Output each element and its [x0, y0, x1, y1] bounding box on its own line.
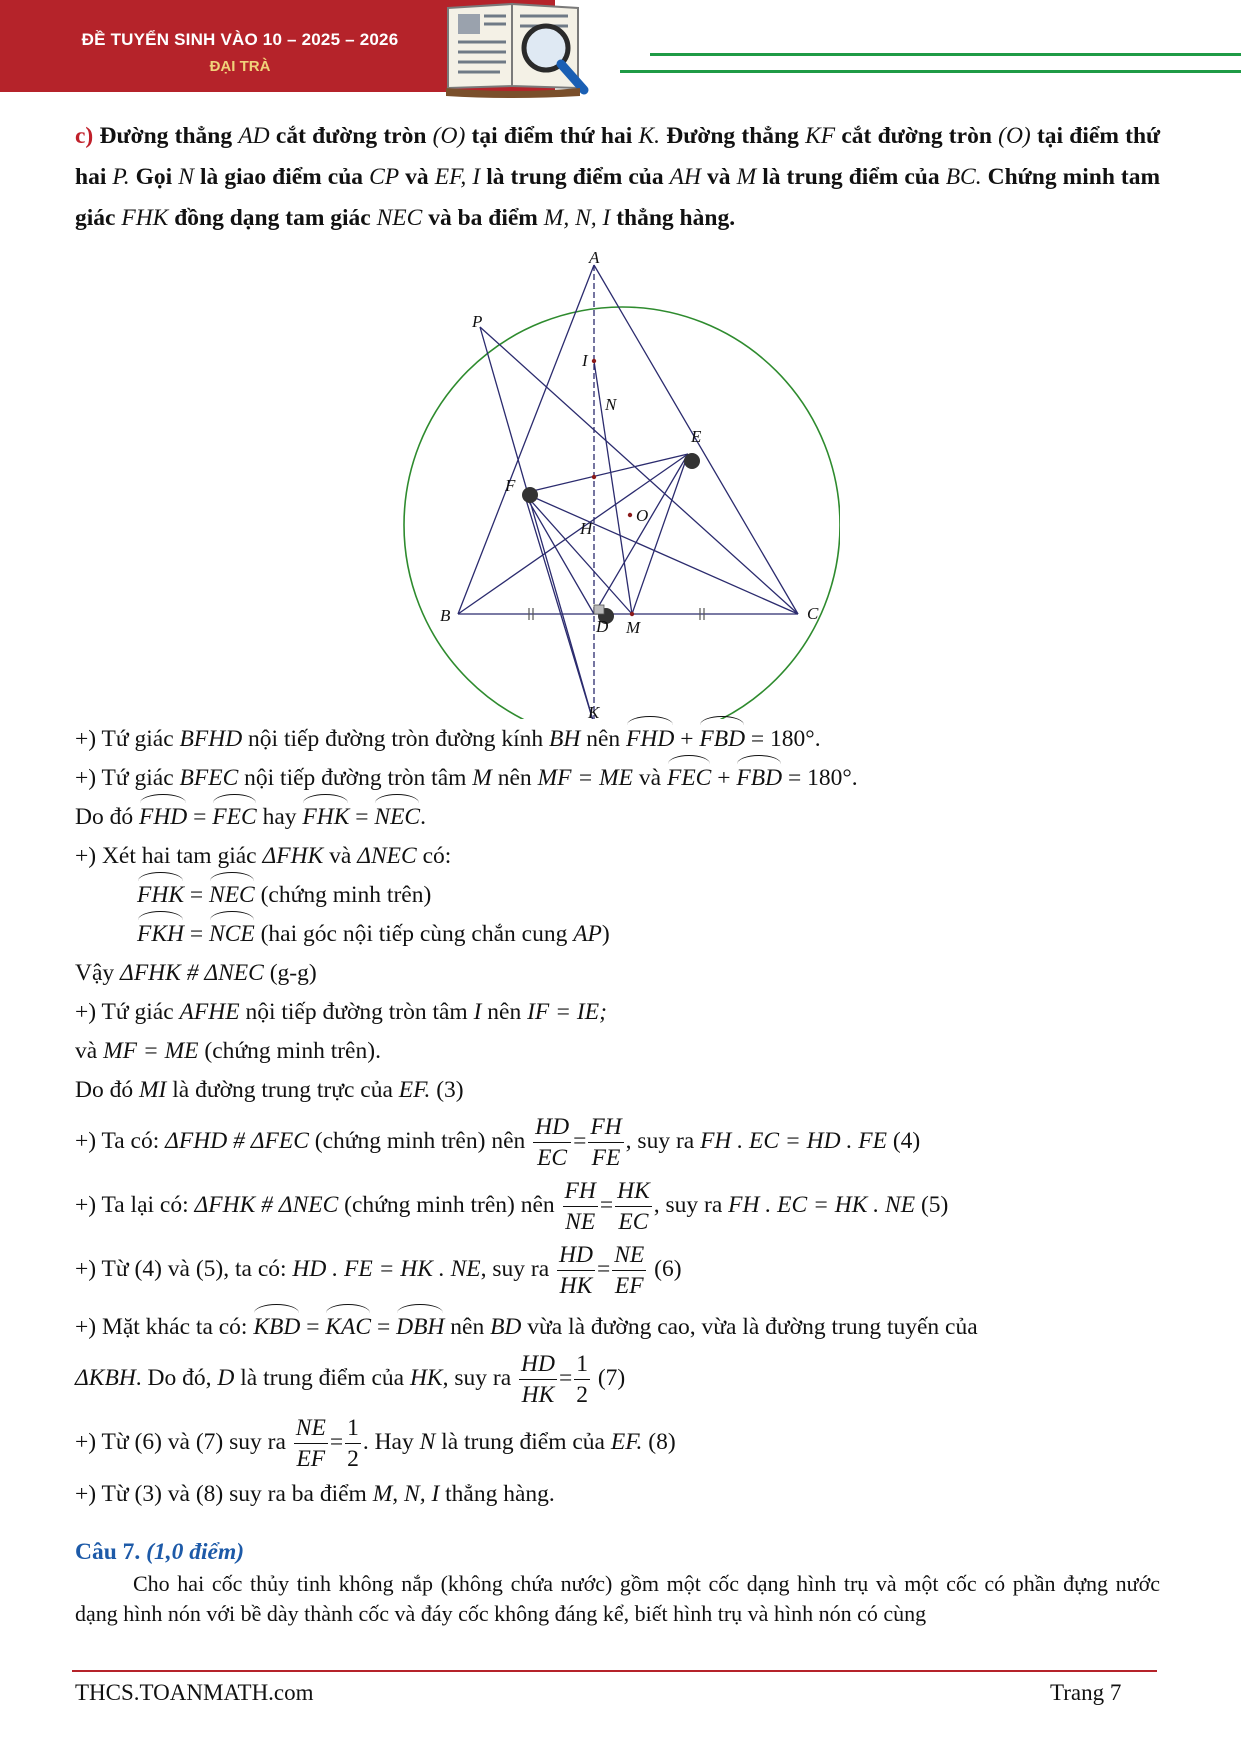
label-o: O — [636, 506, 649, 525]
solution-line: và MF = ME (chứng minh trên). — [75, 1038, 381, 1064]
footer-rule — [72, 1670, 1157, 1672]
header-subtitle: ĐẠI TRÀ — [209, 58, 271, 75]
header-rule-top — [650, 53, 1241, 56]
question-7-text: Cho hai cốc thủy tinh không nắp (không chứa nước) gồm một cốc dạng hình trụ và một cốc có phần đựng nước dạng hình nón với bề dày thành cốc và đáy cốc không đáng kể, biết hình trụ và hình nón có cùng — [75, 1571, 1160, 1626]
solution-line: +) Từ (4) và (5), ta có: HD . FE = HK . NE, suy ra $\frac{HD}{HK}$ = $\frac{NE}{EF}$ (6) — [75, 1242, 682, 1300]
solution-line: +) Ta lại có: ΔFHK # ΔNEC (chứng minh trên) nên $\frac{FH}{NE}$ = $\frac{HK}{EC}$ , suy ra FH . EC = HK . NE (5) — [75, 1178, 949, 1236]
solution-line: FHK = NEC (chứng minh trên) — [75, 875, 1160, 914]
label-b: B — [440, 606, 451, 625]
label-n: N — [605, 395, 617, 414]
solution-line: +) Tứ giác BFHD nội tiếp đường tròn đường kính BH nên FHD + FBD = 180°. — [75, 719, 1160, 758]
label-h: H — [580, 519, 593, 538]
footer-site: THCS.TOANMATH.com — [75, 1680, 314, 1705]
page-number: Trang 7 — [1050, 1680, 1122, 1705]
book-magnifier-icon — [440, 0, 600, 100]
label-d: D — [596, 617, 609, 636]
solution-line: ΔKBH. Do đó, D là trung điểm của HK, suy ra $\frac{HD}{HK}$ = $\frac{1}{2}$ (7) — [75, 1351, 626, 1409]
label-f: F — [505, 476, 516, 495]
solution-line: Vậy ΔFHK # ΔNEC (g-g) — [75, 960, 317, 986]
label-k: K — [588, 703, 600, 719]
solution-line: FKH = NCE (hai góc nội tiếp cùng chắn cung AP) — [75, 914, 1160, 953]
solution-line: +) Xét hai tam giác ΔFHK và ΔNEC có: — [75, 843, 452, 869]
solution — [75, 719, 1160, 1513]
label-e: E — [691, 427, 702, 446]
solution-line: Do đó FHD = FEC hay FHK = NEC. — [75, 797, 1160, 836]
geometry-figure — [400, 249, 840, 719]
page-content — [75, 116, 1160, 1629]
label-p: P — [472, 312, 483, 331]
solution-line: +) Tứ giác BFEC nội tiếp đường tròn tâm M nên MF = ME và FEC + FBD = 180°. — [75, 758, 1160, 797]
solution-line: +) Mặt khác ta có: KBD = KAC = DBH nên BD vừa là đường cao, vừa là đường trung tuyến của — [75, 1307, 1160, 1346]
label-m: M — [626, 618, 641, 637]
solution-line: Do đó MI là đường trung trực của EF. (3) — [75, 1077, 464, 1103]
label-i: I — [582, 351, 588, 370]
solution-line: +) Từ (6) và (7) suy ra $\frac{NE}{EF}$ = $\frac{1}{2}$ . Hay N là trung điểm của EF. (8) — [75, 1415, 676, 1473]
circle-o — [404, 307, 840, 719]
label-c: C — [807, 604, 819, 623]
header-title: ĐỀ TUYỂN SINH VÀO 10 – 2025 – 2026 — [81, 30, 399, 49]
label-a: A — [589, 249, 600, 267]
question-7-title: Câu 7. (1,0 điểm) — [75, 1539, 245, 1565]
solution-line: +) Ta có: ΔFHD # ΔFEC (chứng minh trên) nên $\frac{HD}{EC}$ = $\frac{FH}{FE}$ , suy ra FH . EC = HD . FE (4) — [75, 1114, 921, 1172]
header-rule-bottom — [620, 70, 1241, 73]
solution-line: +) Từ (3) và (8) suy ra ba điểm M, N, I thẳng hàng. — [75, 1481, 555, 1507]
question-c: c) Đường thẳng AD cắt đường tròn (O) tại điểm thứ hai K. Đường thẳng KF cắt đường tròn (O) tại điểm thứ hai P. Gọi N là giao điểm của CP và EF, I là trung điểm của AH và M là trung điểm của BC. Chứng minh tam giác FHK đồng dạng tam giác NEC và ba điểm M, N, I thẳng hàng. — [75, 123, 1161, 231]
solution-line: +) Tứ giác AFHE nội tiếp đường tròn tâm I nên IF = IE; — [75, 999, 607, 1025]
